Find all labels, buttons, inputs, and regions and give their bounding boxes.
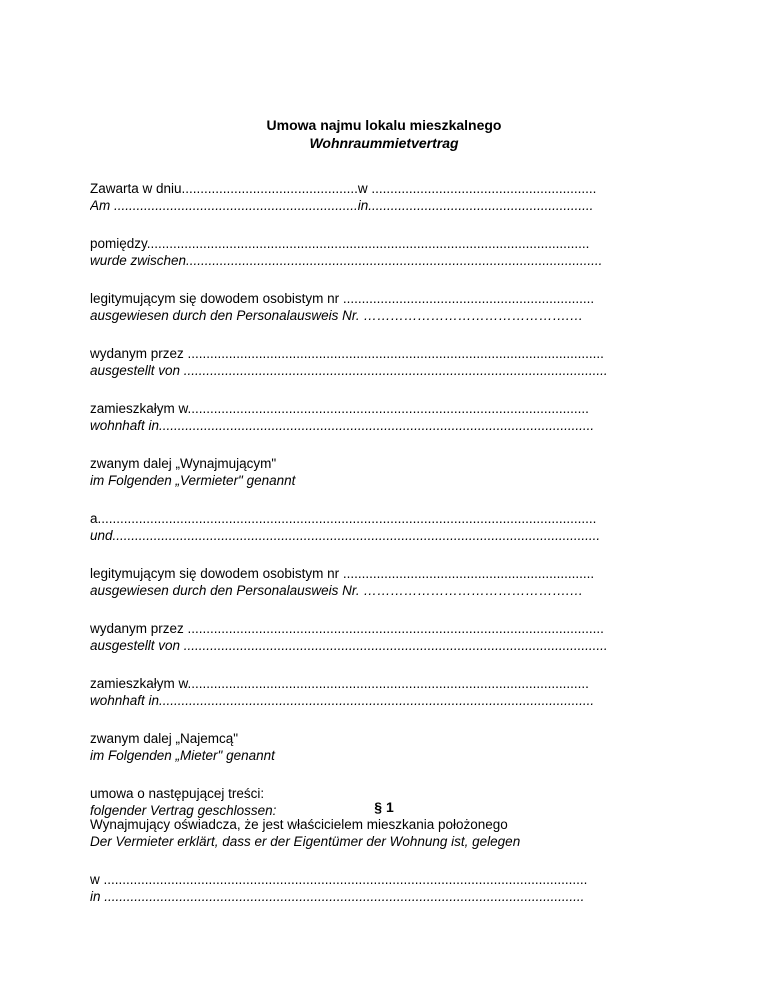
- field-label-pl: legitymującym się dowodem osobistym nr ...................................................................: [90, 291, 595, 306]
- document-title: [0, 116, 768, 152]
- section-1-statement-pl: Wynajmujący oświadcza, że jest właścicielem mieszkania położonego: [90, 817, 508, 832]
- section-1-location-pl: w .................................................................................................................................: [90, 872, 588, 887]
- field-label-de: im Folgenden „Vermieter" genannt: [90, 473, 296, 488]
- field-label-pl: Zawarta w dniu...............................................w ............................................................: [90, 181, 597, 196]
- section-1-heading: § 1: [374, 799, 394, 815]
- field-label-de: wohnhaft in....................................................................................................................: [90, 693, 595, 708]
- field-landlord-address: [90, 400, 690, 434]
- field-label-de: wohnhaft in....................................................................................................................: [90, 418, 595, 433]
- field-tenant-designation: [90, 730, 690, 764]
- field-label-de: im Folgenden „Mieter" genannt: [90, 748, 275, 763]
- field-label-pl: wydanym przez ...............................................................................................................: [90, 346, 604, 361]
- field-label-pl: zwanym dalej „Najemcą": [90, 731, 239, 746]
- field-label-de: folgender Vertrag geschlossen:: [90, 803, 277, 818]
- party-fields: [90, 180, 690, 819]
- title-polish: Umowa najmu lokalu mieszkalnego: [266, 117, 502, 133]
- field-date-place: [90, 180, 690, 214]
- field-label-pl: pomiędzy......................................................................................................................: [90, 236, 590, 251]
- field-label-de: wurde zwischen...............................................................................................................: [90, 253, 603, 268]
- field-label-pl: umowa o następującej treści:: [90, 786, 265, 801]
- field-between: [90, 235, 690, 269]
- field-label-pl: zamieszkałym w...........................................................................................................: [90, 401, 589, 416]
- field-label-de: ausgestellt von .................................................................................................................: [90, 638, 608, 653]
- field-landlord-issued-by: [90, 345, 690, 379]
- field-label-de: Am .................................................................in............................................................: [90, 198, 594, 213]
- field-label-pl: wydanym przez ...............................................................................................................: [90, 621, 604, 636]
- section-1-body: [90, 816, 690, 905]
- field-tenant-issued-by: [90, 620, 690, 654]
- field-tenant-id: [90, 565, 690, 599]
- title-german: Wohnraummietvertrag: [309, 135, 459, 151]
- field-label-de: und..................................................................................................................................: [90, 528, 601, 543]
- field-label-pl: a.....................................................................................................................................: [90, 511, 597, 526]
- section-1-statement-de: Der Vermieter erklärt, dass er der Eigentümer der Wohnung ist, gelegen: [90, 834, 521, 849]
- field-tenant-address: [90, 675, 690, 709]
- section-1-location-de: in ................................................................................................................................: [90, 889, 585, 904]
- field-and: [90, 510, 690, 544]
- field-label-pl: zamieszkałym w...........................................................................................................: [90, 676, 589, 691]
- field-landlord-designation: [90, 455, 690, 489]
- field-label-pl: zwanym dalej „Wynajmującym": [90, 456, 277, 471]
- field-label-de: ausgestellt von .................................................................................................................: [90, 363, 608, 378]
- field-landlord-id: [90, 290, 690, 324]
- field-label-de: ausgewiesen durch den Personalausweis Nr. ……………………………………….…: [90, 308, 584, 323]
- field-label-pl: legitymującym się dowodem osobistym nr ...................................................................: [90, 566, 595, 581]
- field-label-de: ausgewiesen durch den Personalausweis Nr. ……………………………………….…: [90, 583, 584, 598]
